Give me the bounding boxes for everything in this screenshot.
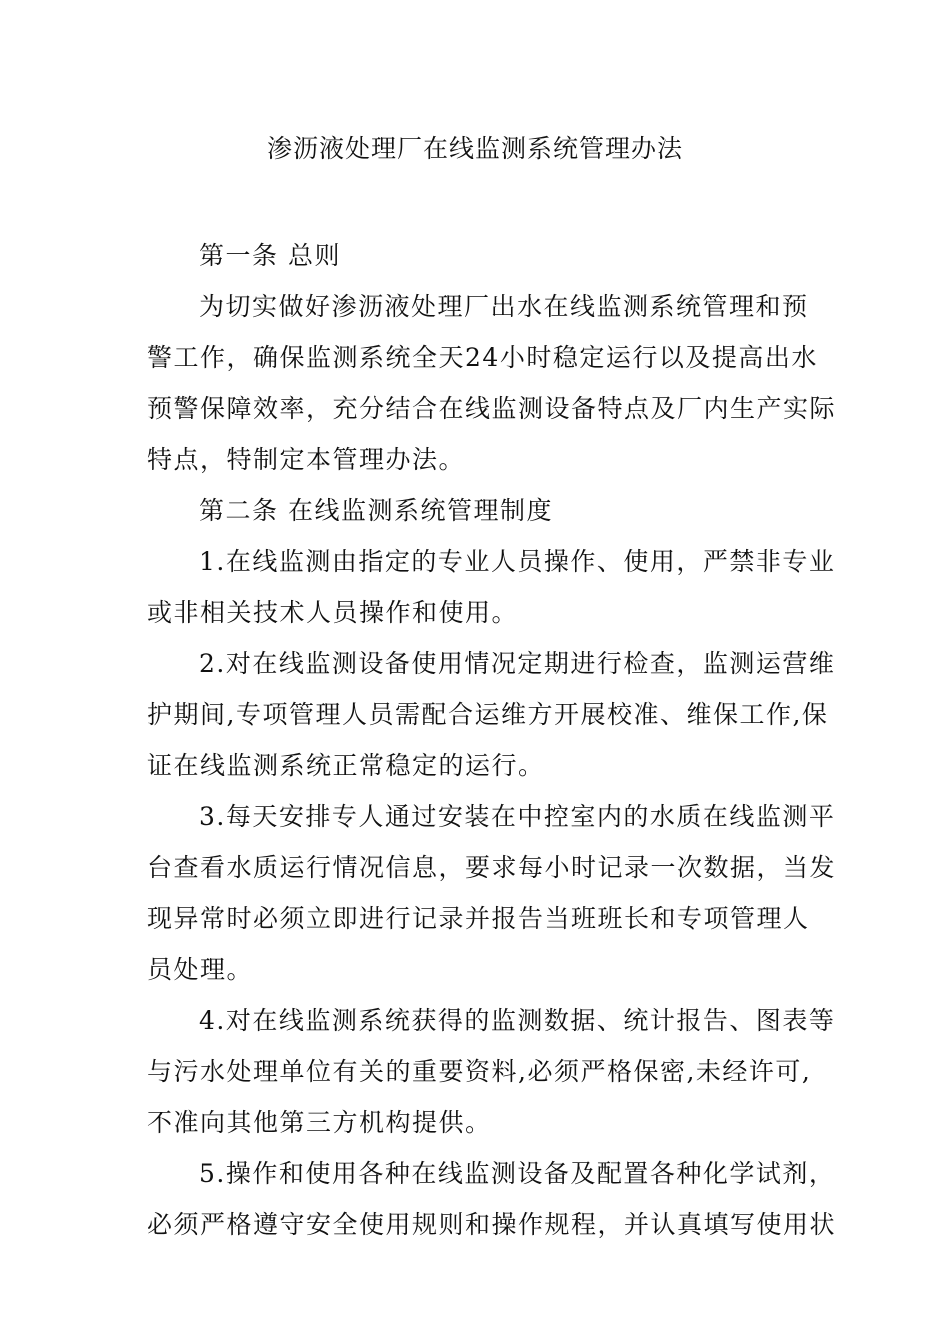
list-item-3-line: 员处理。 bbox=[147, 955, 254, 984]
list-item-4-line: 与污水处理单位有关的重要资料,必须严格保密,未经许可, bbox=[147, 1057, 812, 1086]
document-title: 渗沥液处理厂在线监测系统管理办法 bbox=[266, 134, 683, 163]
list-item-1-line: 或非相关技术人员操作和使用。 bbox=[147, 598, 519, 627]
list-item-4-line: 4.对在线监测系统获得的监测数据、统计报告、图表等 bbox=[199, 1006, 836, 1035]
list-item-3-line: 3.每天安排专人通过安装在中控室内的水质在线监测平 bbox=[199, 802, 836, 831]
paragraph-line: 为切实做好渗沥液处理厂出水在线监测系统管理和预 bbox=[199, 292, 809, 321]
list-item-4-line: 不准向其他第三方机构提供。 bbox=[147, 1108, 492, 1137]
paragraph-line: 警工作，确保监测系统全天24小时稳定运行以及提高出水 bbox=[147, 343, 818, 372]
section-heading-2: 第二条 在线监测系统管理制度 bbox=[199, 496, 553, 525]
paragraph-line: 特点，特制定本管理办法。 bbox=[147, 445, 466, 474]
section-heading-1: 第一条 总则 bbox=[199, 241, 341, 270]
list-item-1-line: 1.在线监测由指定的专业人员操作、使用，严禁非专业 bbox=[199, 547, 836, 576]
paragraph-line: 预警保障效率，充分结合在线监测设备特点及厂内生产实际 bbox=[147, 394, 837, 423]
document-body bbox=[147, 230, 837, 1250]
list-item-2-line: 证在线监测系统正常稳定的运行。 bbox=[147, 751, 545, 780]
list-item-5-line: 5.操作和使用各种在线监测设备及配置各种化学试剂， bbox=[199, 1159, 836, 1188]
list-item-3-line: 台查看水质运行情况信息，要求每小时记录一次数据，当发 bbox=[147, 853, 837, 882]
list-item-3-line: 现异常时必须立即进行记录并报告当班班长和专项管理人 bbox=[147, 904, 810, 933]
list-item-2-line: 2.对在线监测设备使用情况定期进行检查，监测运营维 bbox=[199, 649, 836, 678]
list-item-5-line: 必须严格遵守安全使用规则和操作规程，并认真填写使用状 bbox=[147, 1210, 837, 1239]
list-item-2-line: 护期间,专项管理人员需配合运维方开展校准、维保工作,保 bbox=[147, 700, 829, 729]
